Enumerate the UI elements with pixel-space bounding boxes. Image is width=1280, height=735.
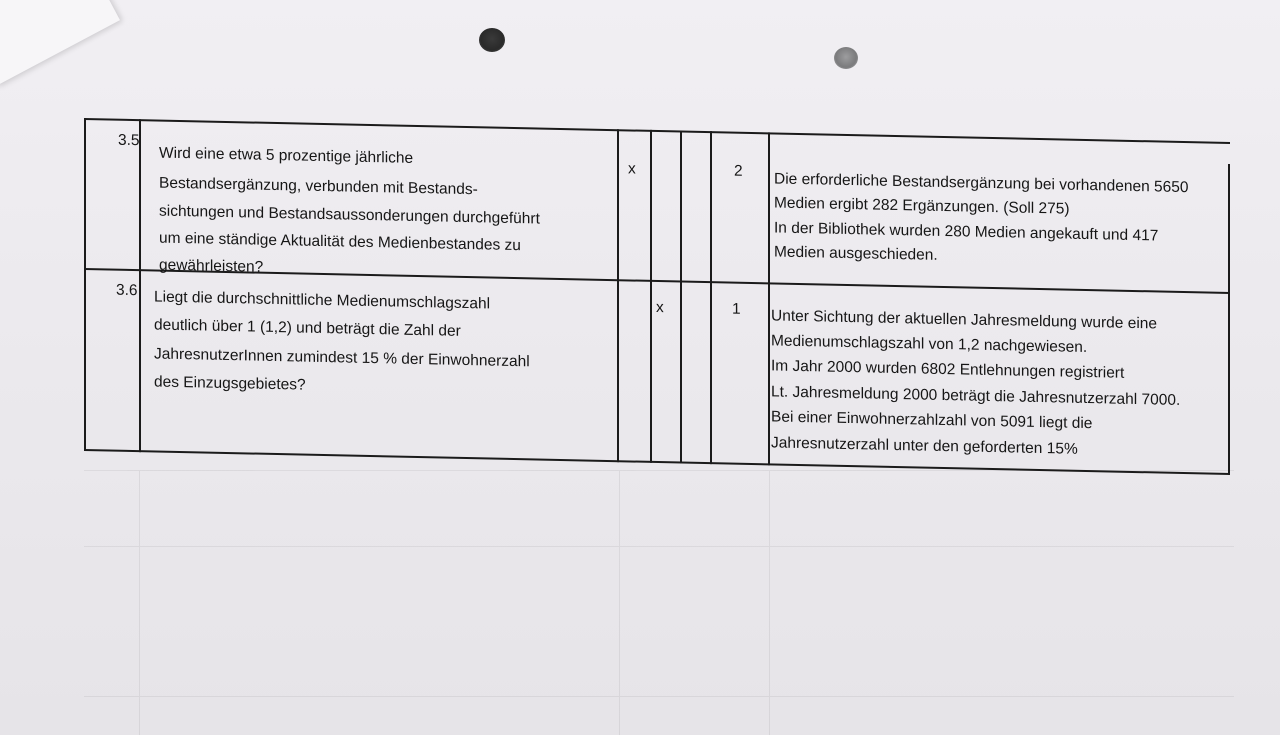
row-number: 3.5 [118,131,140,150]
score: 1 [732,300,741,318]
comment-line: In der Bibliothek wurden 280 Medien angekauft und 417 [774,219,1159,245]
col-sep-number [139,119,141,452]
score: 2 [734,162,743,180]
evaluation-table [84,118,1234,487]
col-sep-mark2 [680,130,682,463]
question-line: Wird eine etwa 5 prozentige jährliche [159,144,414,167]
question-line: Bestandsergänzung, verbunden mit Bestands- [159,174,478,199]
comment-line: Jahresnutzerzahl unter den geforderten 15% [771,434,1078,458]
mark-col2: x [656,298,664,317]
comment-line: Medienumschlagszahl von 1,2 nachgewiesen. [771,332,1088,357]
table-border-left [84,118,86,451]
question-line: Liegt die durchschnittliche Medienumschlagszahl [154,288,491,313]
question-line: des Einzugsgebietes? [154,373,306,394]
comment-line: Im Jahr 2000 wurden 6802 Entlehnungen registriert [771,357,1125,382]
comment-line: Bei einer Einwohnerzahlzahl von 5091 liegt die [771,408,1093,433]
col-sep-mark1 [650,130,652,463]
col-sep-mark3 [710,131,712,464]
comment-line: Unter Sichtung der aktuellen Jahresmeldung wurde eine [771,307,1158,333]
row-number: 3.6 [116,281,138,300]
question-line: um eine ständige Aktualität des Medienbestandes zu [159,229,521,255]
question-line: sichtungen und Bestandsaussonderungen durchgeführt [159,202,540,228]
page-corner [0,0,120,86]
comment-line: Medien ergibt 282 Ergänzungen. (Soll 275) [774,194,1070,218]
col-sep-question [617,129,619,462]
question-line: gewährleisten? [159,256,264,276]
punch-hole-right [834,47,858,69]
show-through-table [84,470,1234,735]
mark-col1: x [628,160,636,178]
comment-line: Lt. Jahresmeldung 2000 beträgt die Jahresnutzerzahl 7000. [771,383,1181,409]
comment-line: Medien ausgeschieden. [774,243,938,264]
table-border-top [84,118,1230,144]
comment-line: Die erforderliche Bestandsergänzung bei vorhandenen 5650 [774,170,1189,197]
punch-hole-left [479,28,505,52]
question-line: JahresnutzerInnen zumindest 15 % der Einwohnerzahl [154,345,530,371]
question-line: deutlich über 1 (1,2) und beträgt die Zahl der [154,316,461,340]
table-border-right [1228,164,1230,475]
col-sep-score [768,132,770,465]
